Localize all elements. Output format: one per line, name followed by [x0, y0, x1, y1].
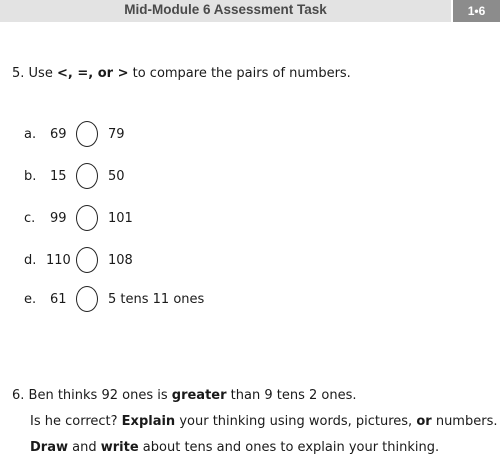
answer-circle[interactable] — [76, 205, 98, 231]
answer-circle[interactable] — [76, 286, 98, 312]
answer-circle[interactable] — [76, 163, 98, 189]
lesson-badge: 1•6 — [453, 0, 500, 22]
right-number: 5 tens 11 ones — [108, 292, 205, 307]
right-number: 108 — [108, 253, 133, 268]
left-number: 110 — [46, 253, 71, 268]
compare-item-d — [0, 247, 500, 275]
left-number: 69 — [50, 127, 67, 142]
question-number: 5. — [12, 66, 25, 81]
compare-item-c — [0, 205, 500, 233]
item-letter: d. — [24, 253, 37, 268]
item-letter: c. — [24, 211, 36, 226]
comparison-symbols: <, =, or > — [56, 66, 129, 81]
question-number: 6. — [12, 388, 25, 403]
answer-circle[interactable] — [76, 121, 98, 147]
left-number: 99 — [50, 211, 67, 226]
right-number: 101 — [108, 211, 133, 226]
question-6-line-1: 6. Ben thinks 92 ones is greater than 9 tens 2 ones. — [12, 388, 357, 403]
left-number: 61 — [50, 292, 67, 307]
right-number: 79 — [108, 127, 125, 142]
answer-circle[interactable] — [76, 247, 98, 273]
compare-item-e — [0, 286, 500, 314]
question-6-line-2: Is he correct? Explain your thinking using words, pictures, or numbers. — [30, 414, 498, 429]
page-title: Mid-Module 6 Assessment Task — [124, 2, 327, 17]
right-number: 50 — [108, 169, 125, 184]
compare-item-b — [0, 163, 500, 191]
compare-item-a — [0, 121, 500, 149]
item-letter: e. — [24, 292, 37, 307]
item-letter: b. — [24, 169, 37, 184]
question-6-line-3: Draw and write about tens and ones to explain your thinking. — [30, 440, 440, 455]
question-5-prompt: 5. Use <, =, or > to compare the pairs of numbers. — [12, 66, 351, 81]
left-number: 15 — [50, 169, 67, 184]
item-letter: a. — [24, 127, 37, 142]
